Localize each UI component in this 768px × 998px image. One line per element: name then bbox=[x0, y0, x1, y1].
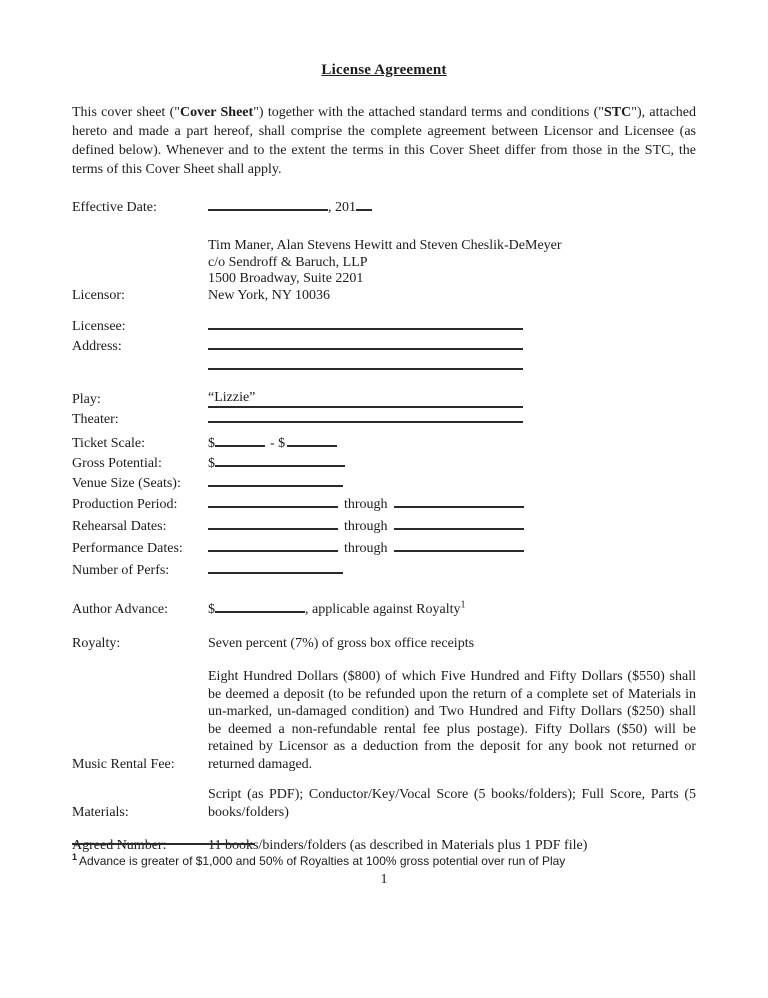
address-value-2 bbox=[208, 355, 696, 375]
music-rental-fee-label: Music Rental Fee: bbox=[72, 757, 175, 772]
play-value-wrap bbox=[208, 389, 696, 408]
production-start-blank-line bbox=[208, 493, 338, 508]
field-venue-size bbox=[72, 472, 696, 492]
rehearsal-dates-label: Rehearsal Dates: bbox=[72, 519, 167, 534]
intro-part2: ") together with the attached standard terms and conditions (" bbox=[253, 105, 604, 120]
performance-end-blank-line bbox=[394, 537, 524, 552]
author-advance-footnote-ref: 1 bbox=[460, 599, 466, 611]
footnote-text: Advance is greater of $1,000 and 50% of Royalties at 100% gross potential over run of Play bbox=[79, 854, 566, 868]
production-period-label: Production Period: bbox=[72, 497, 178, 512]
music-rental-fee-value: Eight Hundred Dollars ($800) of which Five Hundred and Fifty Dollars ($550) shall be deemed a deposit (to be refunded upon the return of a complete set of Materials in un-marked, un-damaged condition) and Two Hundred and Fifty Dollars ($250) shall be deemed a non-refundable rental fee plus postage). Fifty Dollars ($50) will be retained by Licensor as a deduction from the deposit for any book not returned or returned damaged. bbox=[208, 669, 696, 772]
intro-bold-stc: STC bbox=[604, 105, 632, 120]
venue-size-label: Venue Size (Seats): bbox=[72, 476, 181, 491]
materials-value: Script (as PDF); Conductor/Key/Vocal Score (5 books/folders); Full Score, Parts (5 books/folders) bbox=[208, 787, 696, 820]
gross-potential-value bbox=[208, 452, 696, 472]
field-production-period bbox=[72, 493, 696, 514]
intro-bold-cover-sheet: Cover Sheet bbox=[179, 105, 254, 120]
author-advance-value bbox=[208, 598, 696, 618]
author-advance-blank-line bbox=[215, 598, 305, 613]
production-period-value bbox=[208, 493, 696, 514]
field-number-of-perfs bbox=[72, 559, 696, 580]
author-advance-label: Author Advance: bbox=[72, 602, 169, 617]
page-title: License Agreement bbox=[321, 62, 447, 78]
address-label: Address: bbox=[72, 339, 122, 354]
address-blank-line-1 bbox=[208, 335, 523, 350]
intro-part3: "), attached hereto and made a part hereof, shall comprise the complete agreement between Licensor and Licensee (as defined below). Whenever and to the extent the terms in this Cover Sheet differ from those in the STC, the terms of this Cover Sheet shall apply. bbox=[72, 105, 697, 177]
address-blank-line-2 bbox=[208, 355, 523, 370]
page-number: 1 bbox=[380, 872, 388, 887]
performance-dates-value bbox=[208, 537, 696, 558]
ticket-scale-max-blank-line bbox=[287, 432, 337, 447]
licensor-line-2: c/o Sendroff & Baruch, LLP bbox=[208, 254, 368, 270]
author-advance-suffix: , applicable against Royalty bbox=[305, 602, 461, 617]
effective-date-year-blank-line bbox=[356, 196, 372, 211]
rehearsal-dates-connector: through bbox=[344, 519, 388, 534]
footnote-text-line bbox=[72, 850, 696, 869]
number-of-perfs-value bbox=[208, 559, 696, 580]
field-materials bbox=[72, 786, 696, 821]
play-filled-line bbox=[208, 389, 523, 408]
field-licensee bbox=[72, 315, 696, 335]
footnote-ref: 1 bbox=[72, 852, 78, 862]
play-value: “Lizzie” bbox=[208, 390, 256, 405]
field-effective-date bbox=[72, 196, 696, 216]
materials-label: Materials: bbox=[72, 805, 129, 820]
licensor-line-1: Tim Maner, Alan Stevens Hewitt and Steven Cheslik-DeMeyer bbox=[208, 238, 562, 253]
field-author-advance bbox=[72, 598, 696, 618]
author-advance-currency: $ bbox=[208, 602, 215, 617]
rehearsal-start-blank-line bbox=[208, 515, 338, 530]
intro-paragraph bbox=[72, 103, 696, 179]
production-period-connector: through bbox=[344, 497, 388, 512]
licensee-label: Licensee: bbox=[72, 319, 126, 334]
ticket-scale-currency: $ bbox=[208, 436, 215, 451]
field-gross-potential bbox=[72, 452, 696, 472]
venue-size-blank-line bbox=[208, 472, 343, 487]
ticket-scale-min-blank-line bbox=[215, 432, 265, 447]
licensee-value bbox=[208, 315, 696, 335]
performance-start-blank-line bbox=[208, 537, 338, 552]
effective-date-label: Effective Date: bbox=[72, 200, 157, 215]
theater-blank-line bbox=[208, 408, 523, 423]
field-performance-dates bbox=[72, 537, 696, 558]
field-ticket-scale bbox=[72, 432, 696, 452]
field-rehearsal-dates bbox=[72, 515, 696, 536]
theater-value bbox=[208, 408, 696, 428]
licensor-value bbox=[208, 238, 696, 304]
number-of-perfs-label: Number of Perfs: bbox=[72, 563, 170, 578]
address-value bbox=[208, 335, 696, 355]
agreed-number-value: 11 books/binders/folders (as described in Materials plus 1 PDF file) bbox=[208, 838, 588, 853]
gross-potential-currency: $ bbox=[208, 456, 215, 471]
effective-date-suffix: , 201 bbox=[328, 200, 356, 215]
licensor-line-3: 1500 Broadway, Suite 2201 bbox=[208, 271, 364, 286]
rehearsal-end-blank-line bbox=[394, 515, 524, 530]
field-royalty bbox=[72, 635, 696, 652]
effective-date-value bbox=[208, 196, 696, 216]
field-licensor bbox=[72, 238, 696, 304]
ticket-scale-value bbox=[208, 432, 696, 452]
venue-size-value bbox=[208, 472, 696, 492]
effective-date-blank-line bbox=[208, 196, 328, 211]
intro-part1: This cover sheet (" bbox=[72, 105, 180, 120]
play-label: Play: bbox=[72, 392, 101, 407]
performance-dates-connector: through bbox=[344, 541, 388, 556]
gross-potential-label: Gross Potential: bbox=[72, 456, 162, 471]
ticket-scale-label: Ticket Scale: bbox=[72, 436, 145, 451]
rehearsal-dates-value bbox=[208, 515, 696, 536]
royalty-label: Royalty: bbox=[72, 636, 121, 651]
field-address bbox=[72, 335, 696, 355]
field-play bbox=[72, 389, 696, 408]
footnote-area bbox=[72, 843, 696, 888]
production-end-blank-line bbox=[394, 493, 524, 508]
gross-potential-blank-line bbox=[215, 452, 345, 467]
agreed-number-label: Agreed Number: bbox=[72, 838, 167, 853]
performance-dates-label: Performance Dates: bbox=[72, 541, 183, 556]
licensor-label: Licensor: bbox=[72, 288, 125, 303]
field-address-continued bbox=[72, 355, 696, 375]
theater-label: Theater: bbox=[72, 412, 119, 427]
licensee-blank-line bbox=[208, 315, 523, 330]
licensor-line-4: New York, NY 10036 bbox=[208, 287, 330, 303]
footnote-rule bbox=[72, 843, 255, 845]
royalty-value: Seven percent (7%) of gross box office receipts bbox=[208, 636, 475, 651]
perfs-blank-line bbox=[208, 559, 343, 574]
field-music-rental-fee bbox=[72, 668, 696, 773]
field-theater bbox=[72, 408, 696, 428]
ticket-scale-separator: - $ bbox=[270, 436, 286, 451]
